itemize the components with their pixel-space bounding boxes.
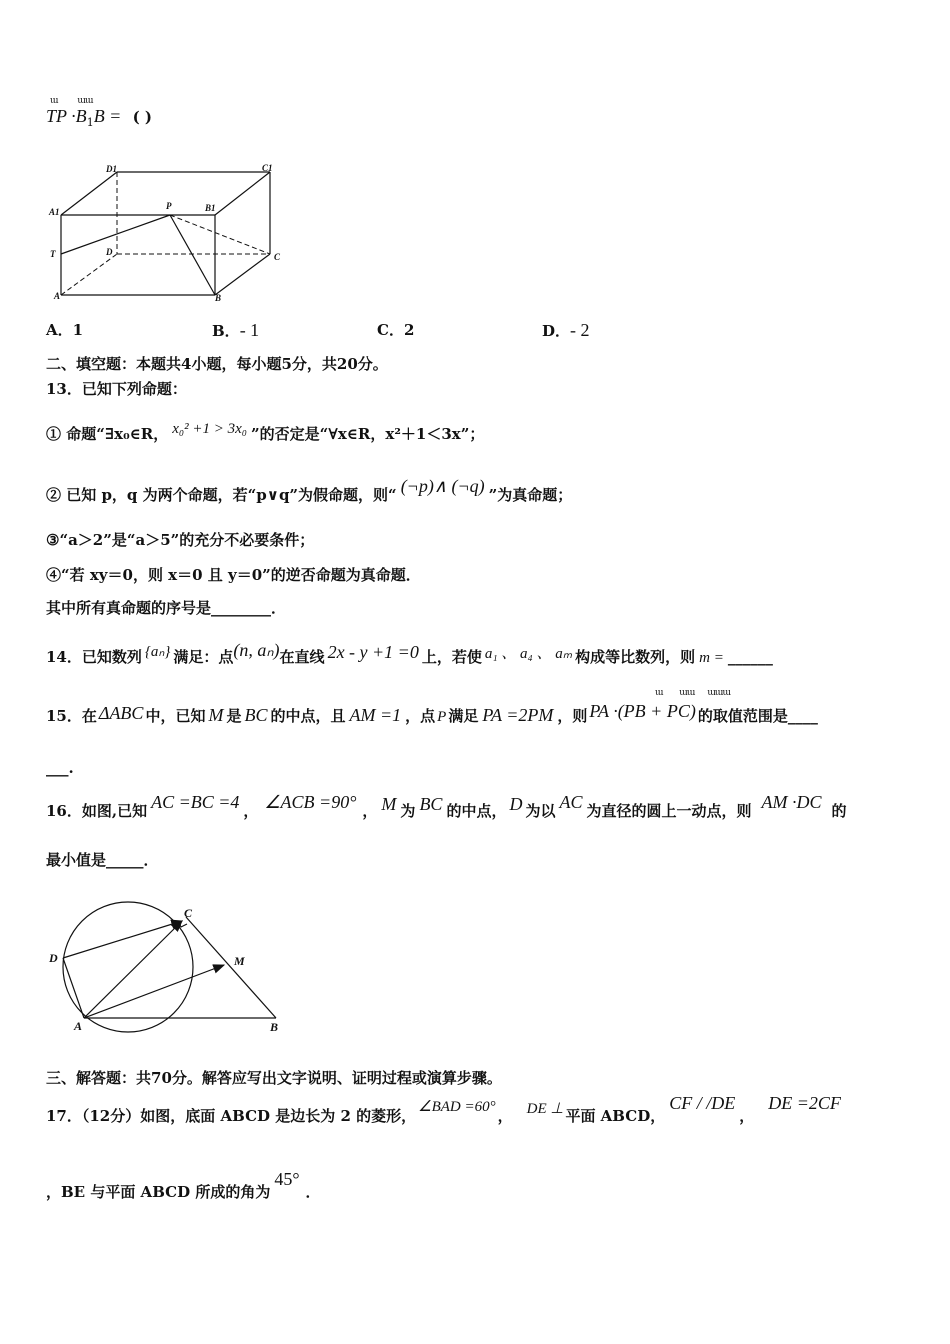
hidden-ad: [61, 254, 117, 295]
q13-item2: [46, 476, 573, 505]
q16-part7: 为直径的圆上一动点，则: [586, 802, 752, 820]
q13-conclusion: 其中所有真命题的序号是________．: [46, 599, 287, 617]
q14-part3: 在直线: [279, 648, 325, 666]
q16-part2: ，: [243, 802, 259, 820]
vec-tail: B =: [93, 106, 122, 126]
section2-heading: 二、填空题：本题共4小题，每小题5分，共20分。: [46, 355, 388, 373]
q15-pa-eq: PA =2PM: [482, 705, 554, 725]
option-d-letter: D．: [542, 322, 571, 340]
q15-line: [46, 701, 818, 727]
label-a1: A1: [49, 207, 60, 217]
q14-part4: 上，若使: [421, 648, 482, 666]
q15-m: M: [208, 705, 224, 725]
q17-parallel: CF / /DE: [669, 1093, 736, 1113]
q15-part2: 中，已知: [145, 707, 206, 725]
option-c-letter: C．: [377, 321, 404, 339]
vec-am: [84, 965, 224, 1018]
q14-part2: 满足：点: [173, 648, 234, 666]
label-d: D: [49, 951, 58, 965]
option-b-letter: B．: [212, 322, 240, 340]
q17-line2: [46, 1169, 321, 1202]
circle-figure: [44, 895, 294, 1045]
seg-pb: [170, 215, 215, 295]
q15-part1: 15．在: [46, 707, 97, 725]
vec-sub: 1: [86, 116, 94, 129]
label-m: M: [234, 954, 245, 968]
q15-part4: 的中点，且: [270, 707, 346, 725]
q13-item1: [46, 421, 485, 445]
q13-item2-formula: (¬p)∧ (¬q): [400, 476, 485, 496]
arrow-mark-b1b: ɯɯ: [77, 96, 93, 106]
option-b: [212, 320, 259, 341]
edge-bc: [215, 254, 270, 295]
label-a: A: [54, 291, 61, 301]
q13-item1-prefix: ① 命题“∃x₀∈R，: [46, 425, 169, 443]
q14-m-eq: m =: [699, 650, 724, 666]
q14-line-eq: 2x - y +1 =0: [327, 642, 419, 662]
option-a-value: 1: [72, 321, 84, 339]
option-a: [46, 320, 83, 340]
q17-sep2: ，: [739, 1107, 755, 1125]
q16-ac: AC: [559, 792, 583, 812]
q13-item2-suffix: ”为真命题；: [488, 486, 573, 504]
label-b: B: [215, 293, 222, 303]
label-c: C: [184, 906, 193, 920]
q14-blank: ______: [727, 648, 773, 666]
q17-angle: ∠BAD =60°: [418, 1099, 496, 1115]
arrow-mark-tp: ɯ: [50, 96, 58, 106]
q15-am: AM =1: [349, 705, 402, 725]
section3-heading: 三、解答题：共70分。解答应写出文字说明、证明过程或演算步骤。: [46, 1069, 502, 1087]
q17-line1: [46, 1093, 845, 1127]
q13-item4: ④“若 xy＝0，则 x＝0 且 y＝0”的逆否命题为真命题．: [46, 566, 421, 584]
cuboid-figure: [44, 160, 284, 310]
q16-part5: 的中点，: [446, 802, 507, 820]
q15-triangle: ΔABC: [98, 703, 144, 723]
q13-intro: 13．已知下列命题：: [46, 380, 187, 398]
q17-ratio: DE =2CF: [768, 1093, 841, 1113]
q16-d: D: [509, 794, 523, 814]
seg-tp: [61, 215, 170, 254]
answer-paren: ( ): [132, 108, 152, 126]
label-c1: C1: [262, 163, 273, 173]
q16-part8: 的: [831, 802, 847, 820]
q16-part6: 为以: [525, 802, 556, 820]
option-c-value: 2: [403, 321, 415, 339]
q13-item2-prefix: ② 已知 p，q 为两个命题，若“p∨q”为假命题，则“: [46, 486, 397, 504]
vec-ac: [84, 921, 182, 1018]
q14-point: (n, aₙ): [233, 640, 280, 660]
label-t: T: [50, 249, 56, 259]
q17-part1: 17．（12分）如图，底面 ABCD 是边长为 2 的菱形，: [46, 1107, 417, 1125]
q16-part4: 为: [400, 802, 416, 820]
q15-part8: 的取值范围是____: [697, 707, 818, 725]
q14-seq: {aₙ}: [144, 644, 171, 660]
q14-line: [46, 640, 773, 668]
q16-bc: BC: [419, 794, 443, 814]
q13-item1-formula: x₀² +1 > 3x₀: [172, 421, 247, 437]
vec-expression: TP ·B: [46, 106, 87, 126]
label-b: B: [270, 1020, 279, 1034]
q14-terms: a₁ 、 a₄ 、 aₘ: [484, 646, 573, 662]
q15-vector-marks: ɯ ɯɯ ɯɯɯ: [655, 688, 730, 698]
seg-cb: [186, 917, 276, 1018]
label-c: C: [274, 252, 281, 262]
option-c: [377, 320, 414, 340]
q15-p: P: [437, 709, 447, 725]
label-p: P: [166, 201, 172, 211]
q14-part5: 构成等比数列，则: [575, 648, 696, 666]
q17-degree: 45°: [274, 1169, 300, 1189]
option-d: [542, 320, 590, 341]
q16-dot: AM ·DC: [761, 792, 822, 812]
q15-part7: ，则: [557, 707, 588, 725]
q13-item1-suffix: ”的否定是“∀x∈R，x²＋1＜3x”；: [250, 425, 485, 443]
q16-part1: 16．如图,已知: [46, 802, 148, 820]
q17-sep1: ，: [497, 1107, 513, 1125]
q16-line1: [46, 792, 847, 821]
option-d-value: - 2: [570, 320, 590, 340]
q17-line2-prefix: ，BE 与平面 ABCD 所成的角为: [46, 1183, 271, 1201]
option-b-value: - 1: [239, 320, 260, 340]
q16-part3: ，: [362, 802, 378, 820]
q17-part2: 平面 ABCD，: [565, 1107, 666, 1125]
q15-vec-expr: PA ·(PB + PC): [589, 701, 696, 721]
option-a-letter: A．: [46, 321, 73, 339]
q12-expression: [46, 106, 152, 133]
label-a: A: [74, 1019, 83, 1033]
hidden-pc: [170, 215, 270, 254]
edge-a1d1: [61, 172, 117, 215]
label-b1: B1: [205, 203, 216, 213]
q16-angle: ∠ACB =90°: [264, 792, 357, 812]
q15-bc: BC: [244, 705, 268, 725]
q16-ac-eq: AC =BC =4: [151, 792, 240, 812]
label-d: D: [106, 247, 113, 257]
q15-part6: 满足: [448, 707, 479, 725]
label-d1: D1: [106, 164, 117, 174]
q15-part5: ，点: [405, 707, 436, 725]
q14-part1: 14．已知数列: [46, 648, 142, 666]
edge-b1c1: [215, 172, 270, 215]
vector-arrow-marks: [50, 96, 93, 106]
q17-line2-suffix: ．: [305, 1183, 321, 1201]
q13-item3: ③“a＞2”是“a＞5”的充分不必要条件；: [46, 531, 315, 549]
q15-part3: 是: [226, 707, 242, 725]
q16-m: M: [381, 794, 397, 814]
q17-perp: DE ⊥: [526, 1101, 564, 1117]
q15-continuation: ___.: [46, 759, 74, 777]
q16-line2: 最小值是_____．: [46, 851, 159, 869]
